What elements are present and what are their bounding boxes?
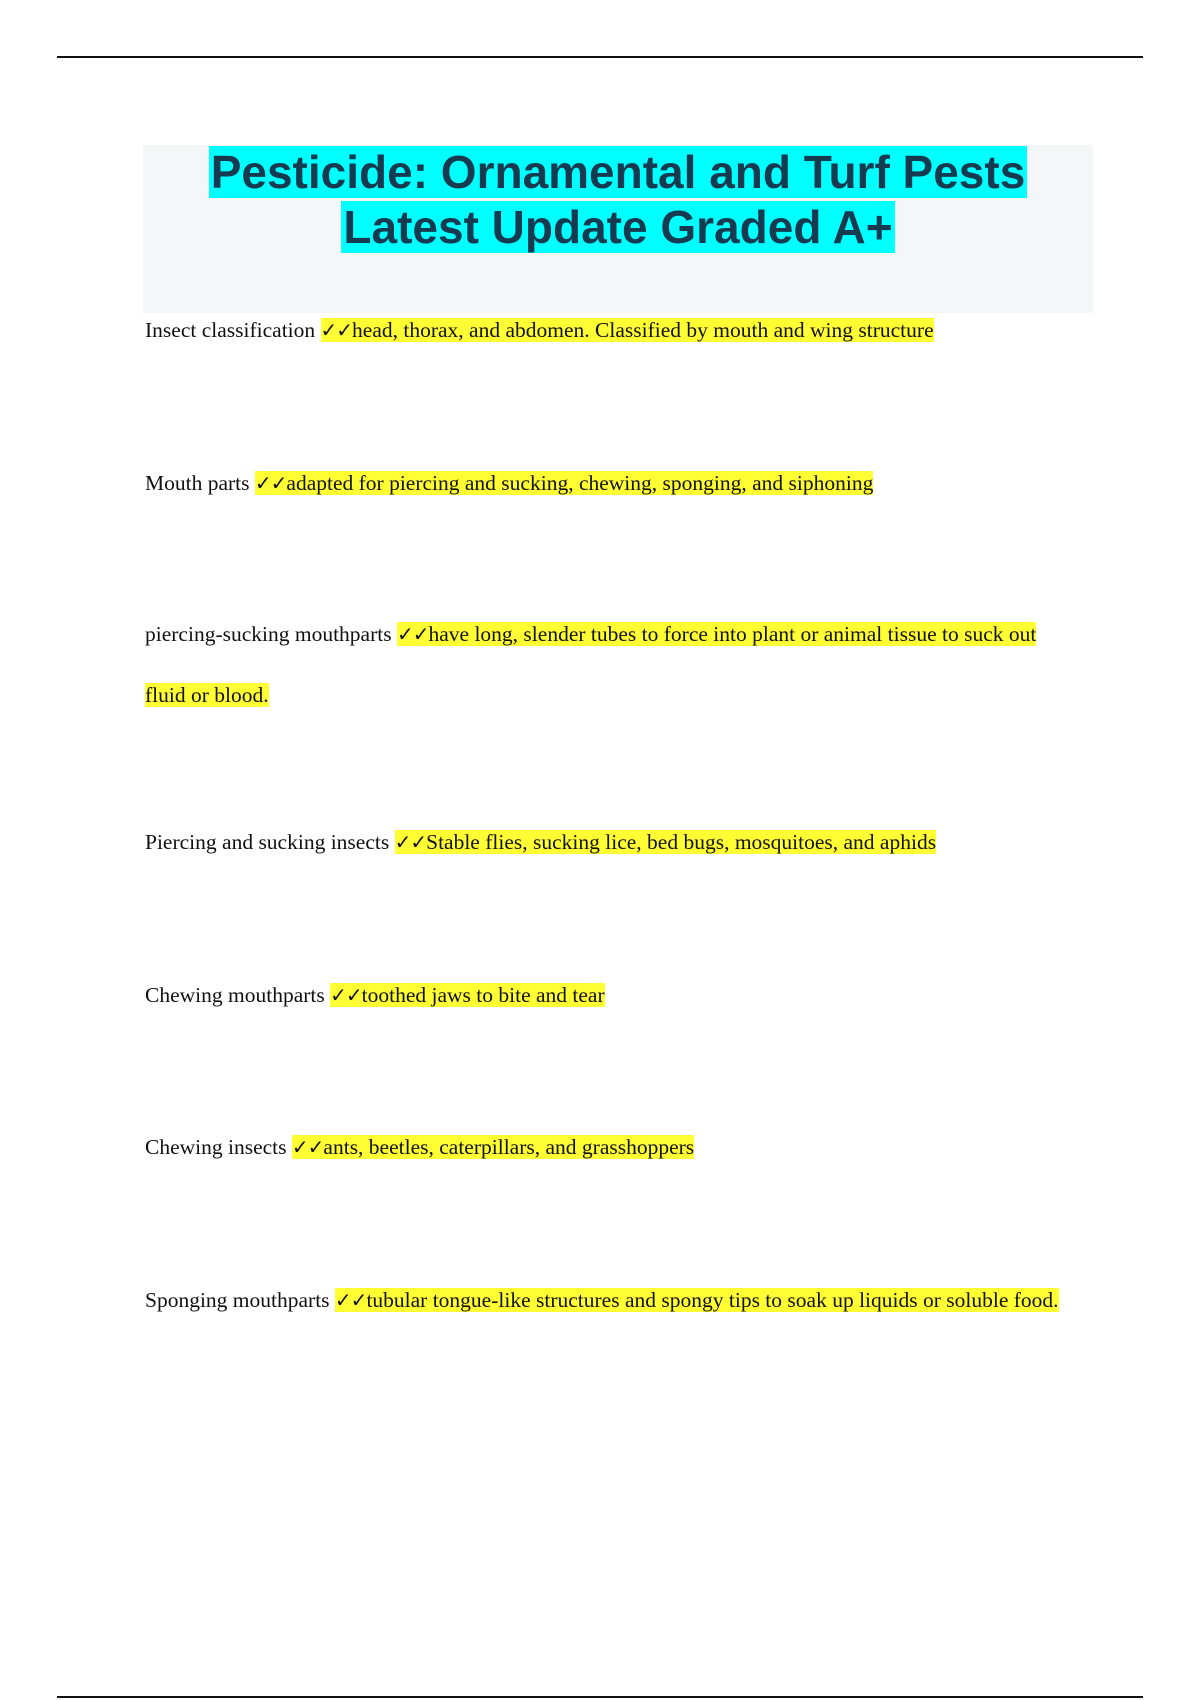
double-check-icon: ✓✓ <box>330 983 362 1007</box>
qa-answer-text: tubular tongue-like structures and spongy tips to soak up liquids or soluble food. <box>366 1288 1059 1312</box>
qa-answer <box>255 471 873 495</box>
qa-answer <box>395 830 936 854</box>
title-line-2 <box>143 200 1093 255</box>
qa-answer-text: Stable flies, sucking lice, bed bugs, mosquitoes, and aphids <box>426 830 937 854</box>
qa-answer-text: adapted for piercing and sucking, chewing, sponging, and siphoning <box>286 471 874 495</box>
header-rule <box>57 56 1143 58</box>
page-title: Pesticide: Ornamental and Turf Pests <box>210 146 1026 198</box>
qa-term: Chewing mouthparts <box>145 983 325 1007</box>
qa-term: Piercing and sucking insects <box>145 830 390 854</box>
qa-item-piercing-sucking-insects <box>145 812 1075 873</box>
qa-answer-text: ants, beetles, caterpillars, and grasshoppers <box>323 1135 695 1159</box>
double-check-icon: ✓✓ <box>291 1135 324 1159</box>
qa-answer <box>292 1135 694 1159</box>
title-line-1 <box>143 145 1093 200</box>
qa-term: Sponging mouthparts <box>145 1288 330 1312</box>
page-subtitle: Latest Update Graded A+ <box>343 201 893 253</box>
qa-item-chewing-mouthparts <box>145 965 1075 1026</box>
qa-answer <box>335 1288 1059 1312</box>
qa-term: Mouth parts <box>145 471 250 495</box>
qa-term: piercing-sucking mouthparts <box>145 622 392 646</box>
double-check-icon: ✓✓ <box>334 1288 367 1312</box>
title-block <box>143 145 1093 313</box>
qa-answer <box>330 983 605 1007</box>
double-check-icon: ✓✓ <box>396 622 429 646</box>
qa-item-insect-classification <box>145 300 1075 361</box>
qa-item-mouth-parts <box>145 453 1075 514</box>
qa-answer-text: toothed jaws to bite and tear <box>361 983 605 1007</box>
qa-item-chewing-insects <box>145 1117 1075 1178</box>
qa-item-piercing-sucking-mouthparts <box>145 604 1075 726</box>
qa-answer <box>321 318 934 342</box>
double-check-icon: ✓✓ <box>254 471 287 495</box>
qa-answer-text: have long, slender tubes to force into plant or animal tissue to suck out fluid or blood. <box>145 622 1037 707</box>
double-check-icon: ✓✓ <box>320 318 353 342</box>
qa-term: Chewing insects <box>145 1135 287 1159</box>
qa-item-sponging-mouthparts <box>145 1270 1075 1331</box>
double-check-icon: ✓✓ <box>394 830 427 854</box>
footer-rule <box>57 1696 1143 1698</box>
qa-answer-text: head, thorax, and abdomen. Classified by mouth and wing structure <box>352 318 934 342</box>
qa-term: Insect classification <box>145 318 316 342</box>
